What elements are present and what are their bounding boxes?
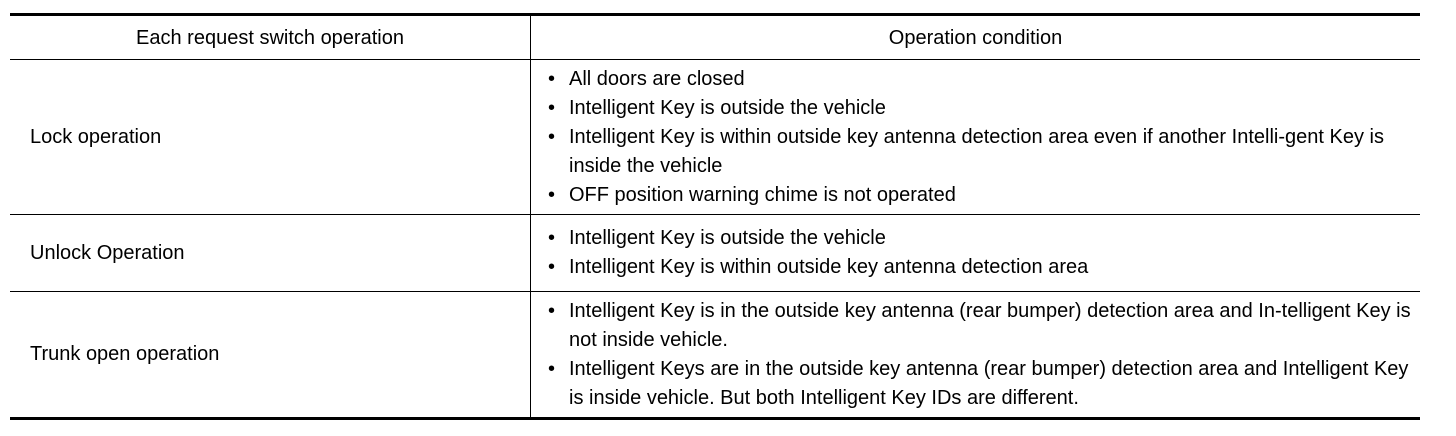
list-item	[547, 224, 1088, 253]
list-item	[547, 355, 1414, 413]
condition-text: Intelligent Key is outside the vehicle	[569, 96, 886, 119]
condition-text: Intelligent Keys are in the outside key antenna (rear bumper) detection area and Intelligent Key is inside vehicle. But both Intelligent Key IDs are different.	[569, 357, 1409, 409]
operation-cell: Unlock Operation	[10, 215, 531, 291]
condition-list	[547, 224, 1088, 282]
table-row	[10, 60, 1420, 215]
operation-cell: Trunk open operation	[10, 292, 531, 417]
condition-list	[547, 65, 1414, 210]
bullet-icon: •	[548, 357, 556, 380]
header-condition: Operation condition	[888, 26, 1063, 49]
bullet-icon: •	[548, 125, 556, 148]
bullet-icon: •	[548, 96, 556, 119]
condition-list	[547, 297, 1414, 413]
operation-cell: Lock operation	[10, 60, 531, 214]
header-operation: Each request switch operation	[10, 16, 531, 59]
condition-text: Intelligent Key is within outside key antenna detection area even if another Intelli-gent Key is inside the vehicle	[569, 125, 1384, 177]
operation-condition-table	[10, 13, 1420, 420]
condition-cell	[531, 215, 1420, 291]
table-row	[10, 292, 1420, 417]
list-item	[547, 181, 1414, 210]
list-item	[547, 94, 1414, 123]
list-item	[547, 297, 1414, 355]
condition-text: Intelligent Key is within outside key antenna detection area	[569, 256, 1089, 278]
condition-text: Intelligent Key is outside the vehicle	[569, 227, 886, 249]
list-item	[547, 65, 1414, 94]
table-row	[10, 215, 1420, 292]
list-item	[547, 253, 1088, 282]
list-item	[547, 123, 1414, 181]
condition-cell	[531, 60, 1420, 214]
table-header-row	[10, 16, 1420, 60]
condition-text: OFF position warning chime is not operated	[569, 183, 956, 206]
condition-text: All doors are closed	[569, 67, 745, 90]
bullet-icon: •	[548, 183, 556, 206]
bullet-icon: •	[548, 299, 556, 322]
bullet-icon: •	[548, 67, 556, 90]
condition-cell	[531, 292, 1420, 417]
condition-text: Intelligent Key is in the outside key antenna (rear bumper) detection area and In-telligent Key is not inside vehicle.	[569, 299, 1411, 351]
bullet-icon: •	[548, 256, 556, 278]
bullet-icon: •	[548, 227, 556, 249]
